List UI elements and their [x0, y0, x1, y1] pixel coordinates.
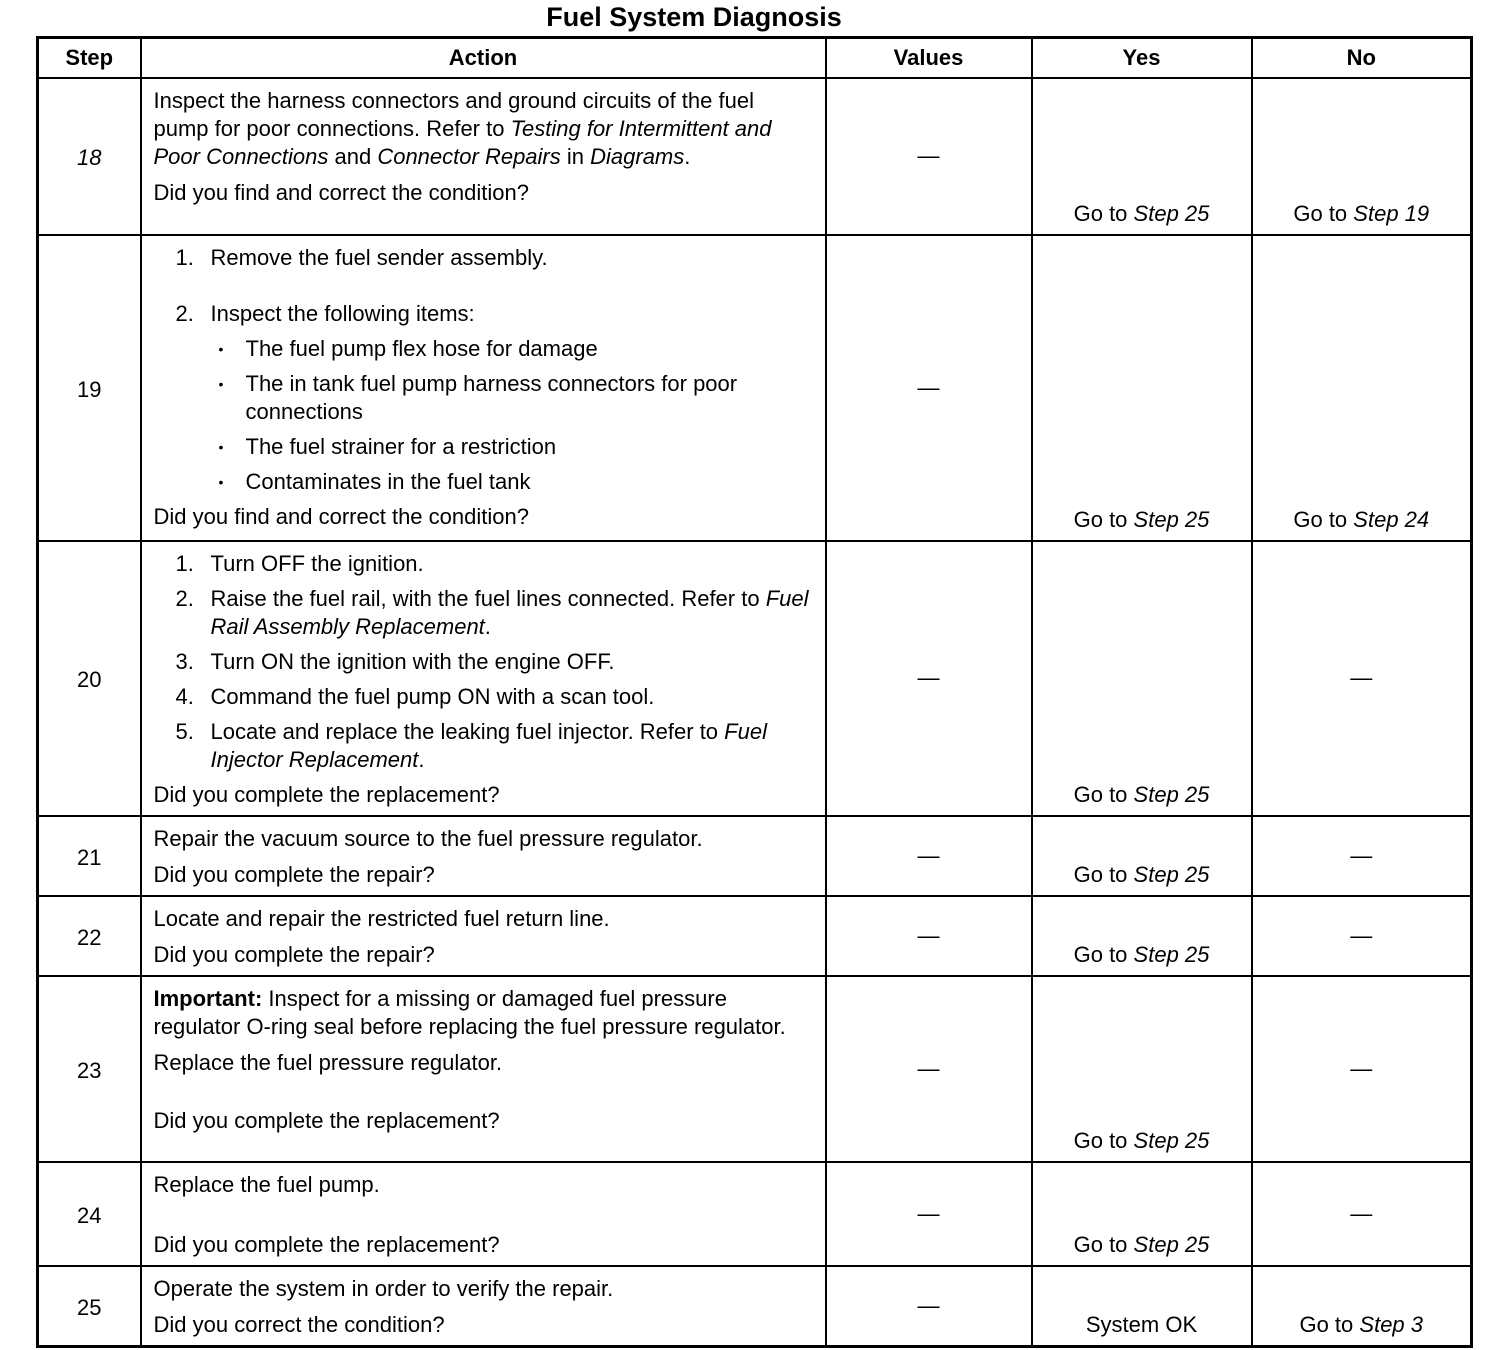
- goto-label: Go to: [1293, 506, 1348, 532]
- action-cell: [141, 1266, 826, 1347]
- action-cell: [141, 1162, 826, 1266]
- bullet-icon: •: [218, 473, 224, 490]
- table-row-19: [38, 235, 1472, 541]
- action-text: [154, 87, 815, 171]
- text-span: .: [484, 613, 491, 639]
- item-text: Turn ON the ignition with the engine OFF.: [210, 648, 615, 674]
- table-row-25: [38, 1266, 1472, 1347]
- yes-cell: [1032, 976, 1252, 1162]
- goto-label: Go to: [1073, 506, 1128, 532]
- item-text: [211, 585, 815, 641]
- action-cell: [141, 78, 826, 235]
- table-row-18: [38, 78, 1472, 235]
- reference-link: Testing for Intermittent and Poor Connections: [153, 115, 772, 169]
- list-item: [211, 370, 815, 426]
- bullet-icon: •: [218, 340, 224, 357]
- value-dash: —: [826, 976, 1032, 1162]
- list-item: [176, 683, 815, 711]
- action-cell: [141, 976, 826, 1162]
- text-span: in: [560, 143, 591, 169]
- list-item: [176, 718, 815, 774]
- list-item: [176, 244, 815, 272]
- yes-cell: [1032, 896, 1252, 976]
- goto-label: Go to: [1073, 1231, 1128, 1257]
- item-number: 4.: [175, 683, 194, 709]
- table-row-23: [38, 976, 1472, 1162]
- item-text: Remove the fuel sender assembly.: [210, 244, 548, 270]
- value-dash: —: [826, 78, 1032, 235]
- page-title: Fuel System Diagnosis: [546, 2, 842, 32]
- action-text: Operate the system in order to verify the repair.: [153, 1275, 614, 1301]
- table-row-22: [38, 896, 1472, 976]
- reference-link: Fuel Rail Assembly Replacement: [210, 585, 809, 639]
- bullet-list: [154, 335, 815, 496]
- item-number: 5.: [175, 718, 194, 744]
- goto-label: Go to: [1073, 781, 1128, 807]
- yes-cell: [1032, 1162, 1252, 1266]
- step-number: 23: [38, 976, 141, 1162]
- reference-link: Connector Repairs: [377, 143, 561, 169]
- action-text: Repair the vacuum source to the fuel pressure regulator.: [153, 825, 703, 851]
- no-step-ref: Step 24: [1353, 506, 1430, 532]
- important-note: [154, 985, 815, 1041]
- value-dash: —: [826, 816, 1032, 896]
- item-number: 1.: [175, 244, 194, 270]
- step-number: 21: [38, 816, 141, 896]
- yes-cell: [1032, 816, 1252, 896]
- question-text: Did you complete the repair?: [153, 861, 435, 887]
- yes-cell: [1032, 541, 1252, 816]
- no-cell: [1252, 1266, 1472, 1347]
- header-yes: Yes: [1032, 38, 1252, 78]
- yes-step-ref: Step 25: [1133, 781, 1210, 807]
- step-list: [154, 550, 815, 774]
- action-cell: [141, 816, 826, 896]
- step-number: 22: [38, 896, 141, 976]
- item-number: 2.: [175, 585, 194, 611]
- question-text: Did you correct the condition?: [153, 1311, 445, 1337]
- goto-label: Go to: [1073, 941, 1128, 967]
- diagnosis-table: [36, 36, 1473, 1348]
- text-span: .: [418, 746, 425, 772]
- no-dash: —: [1252, 1162, 1472, 1266]
- question-text: Did you find and correct the condition?: [153, 179, 529, 205]
- text-span: and: [328, 143, 378, 169]
- item-text: The in tank fuel pump harness connectors for poor connections: [245, 370, 738, 424]
- yes-step-ref: Step 25: [1133, 1231, 1210, 1257]
- bullet-icon: •: [218, 375, 224, 392]
- yes-step-ref: Step 25: [1133, 200, 1210, 226]
- no-dash: —: [1252, 976, 1472, 1162]
- question-text: Did you complete the repair?: [153, 941, 435, 967]
- yes-cell: System OK: [1032, 1266, 1252, 1347]
- value-dash: —: [826, 1266, 1032, 1347]
- no-step-ref: Step 3: [1359, 1311, 1424, 1337]
- reference-link: Diagrams: [590, 143, 685, 169]
- item-number: 1.: [175, 550, 194, 576]
- action-text: Locate and repair the restricted fuel return line.: [153, 905, 610, 931]
- value-dash: —: [826, 235, 1032, 541]
- reference-link: Fuel Injector Replacement: [210, 718, 767, 772]
- bullet-icon: •: [218, 438, 224, 455]
- header-step: Step: [38, 38, 141, 78]
- yes-cell: [1032, 78, 1252, 235]
- note-text: Inspect for a missing or damaged fuel pressure regulator O-ring seal before replacing the fuel pressure regulator.: [153, 985, 786, 1039]
- step-number: 25: [38, 1266, 141, 1347]
- item-text: Inspect the following items:: [210, 300, 475, 326]
- table-row-24: [38, 1162, 1472, 1266]
- item-number: 3.: [175, 648, 194, 674]
- no-dash: —: [1252, 816, 1472, 896]
- step-number: 19: [38, 235, 141, 541]
- no-dash: —: [1252, 896, 1472, 976]
- item-text: [211, 718, 815, 774]
- item-text: Command the fuel pump ON with a scan tool.: [210, 683, 655, 709]
- list-item: [211, 468, 815, 496]
- important-label: Important:: [153, 985, 263, 1011]
- header-values: Values: [826, 38, 1032, 78]
- goto-label: Go to: [1073, 200, 1128, 226]
- step-list: [154, 244, 815, 328]
- question-text: Did you complete the replacement?: [153, 1107, 500, 1133]
- item-text: Contaminates in the fuel tank: [245, 468, 531, 494]
- list-item: [176, 550, 815, 578]
- question-text: Did you find and correct the condition?: [153, 503, 529, 529]
- yes-step-ref: Step 25: [1133, 1127, 1210, 1153]
- goto-label: Go to: [1299, 1311, 1354, 1337]
- action-cell: [141, 896, 826, 976]
- yes-step-ref: Step 25: [1133, 941, 1210, 967]
- list-item: [211, 335, 815, 363]
- yes-step-ref: Step 25: [1133, 506, 1210, 532]
- goto-label: Go to: [1293, 200, 1348, 226]
- item-text: Turn OFF the ignition.: [210, 550, 424, 576]
- yes-step-ref: Step 25: [1133, 861, 1210, 887]
- question-text: Did you complete the replacement?: [153, 1231, 500, 1257]
- text-span: Inspect the harness connectors and ground circuits of the fuel pump for poor connections. Refer to: [153, 87, 754, 141]
- list-item: [176, 648, 815, 676]
- list-item: [176, 300, 815, 328]
- text-span: .: [684, 143, 691, 169]
- table-row-20: [38, 541, 1472, 816]
- list-item: [176, 585, 815, 641]
- no-step-ref: Step 19: [1353, 200, 1430, 226]
- action-cell: [141, 541, 826, 816]
- no-cell: [1252, 78, 1472, 235]
- item-text: The fuel pump flex hose for damage: [245, 335, 598, 361]
- yes-cell: [1032, 235, 1252, 541]
- action-cell: [141, 235, 826, 541]
- value-dash: —: [826, 896, 1032, 976]
- no-cell: [1252, 235, 1472, 541]
- header-action: Action: [141, 38, 826, 78]
- header-row: [38, 38, 1472, 78]
- goto-label: Go to: [1073, 861, 1128, 887]
- item-text: The fuel strainer for a restriction: [245, 433, 557, 459]
- question-text: Did you complete the replacement?: [153, 781, 500, 807]
- value-dash: —: [826, 1162, 1032, 1266]
- value-dash: —: [826, 541, 1032, 816]
- table-row-21: [38, 816, 1472, 896]
- action-text: Replace the fuel pump.: [153, 1171, 380, 1197]
- step-number: 18: [38, 78, 141, 235]
- list-item: [211, 433, 815, 461]
- no-dash: —: [1252, 541, 1472, 816]
- item-number: 2.: [175, 300, 194, 326]
- text-span: Locate and replace the leaking fuel injector. Refer to: [210, 718, 725, 744]
- goto-label: Go to: [1073, 1127, 1128, 1153]
- text-span: Raise the fuel rail, with the fuel lines connected. Refer to: [210, 585, 766, 611]
- step-number: 20: [38, 541, 141, 816]
- header-no: No: [1252, 38, 1472, 78]
- step-number: 24: [38, 1162, 141, 1266]
- action-text: Replace the fuel pressure regulator.: [153, 1049, 503, 1075]
